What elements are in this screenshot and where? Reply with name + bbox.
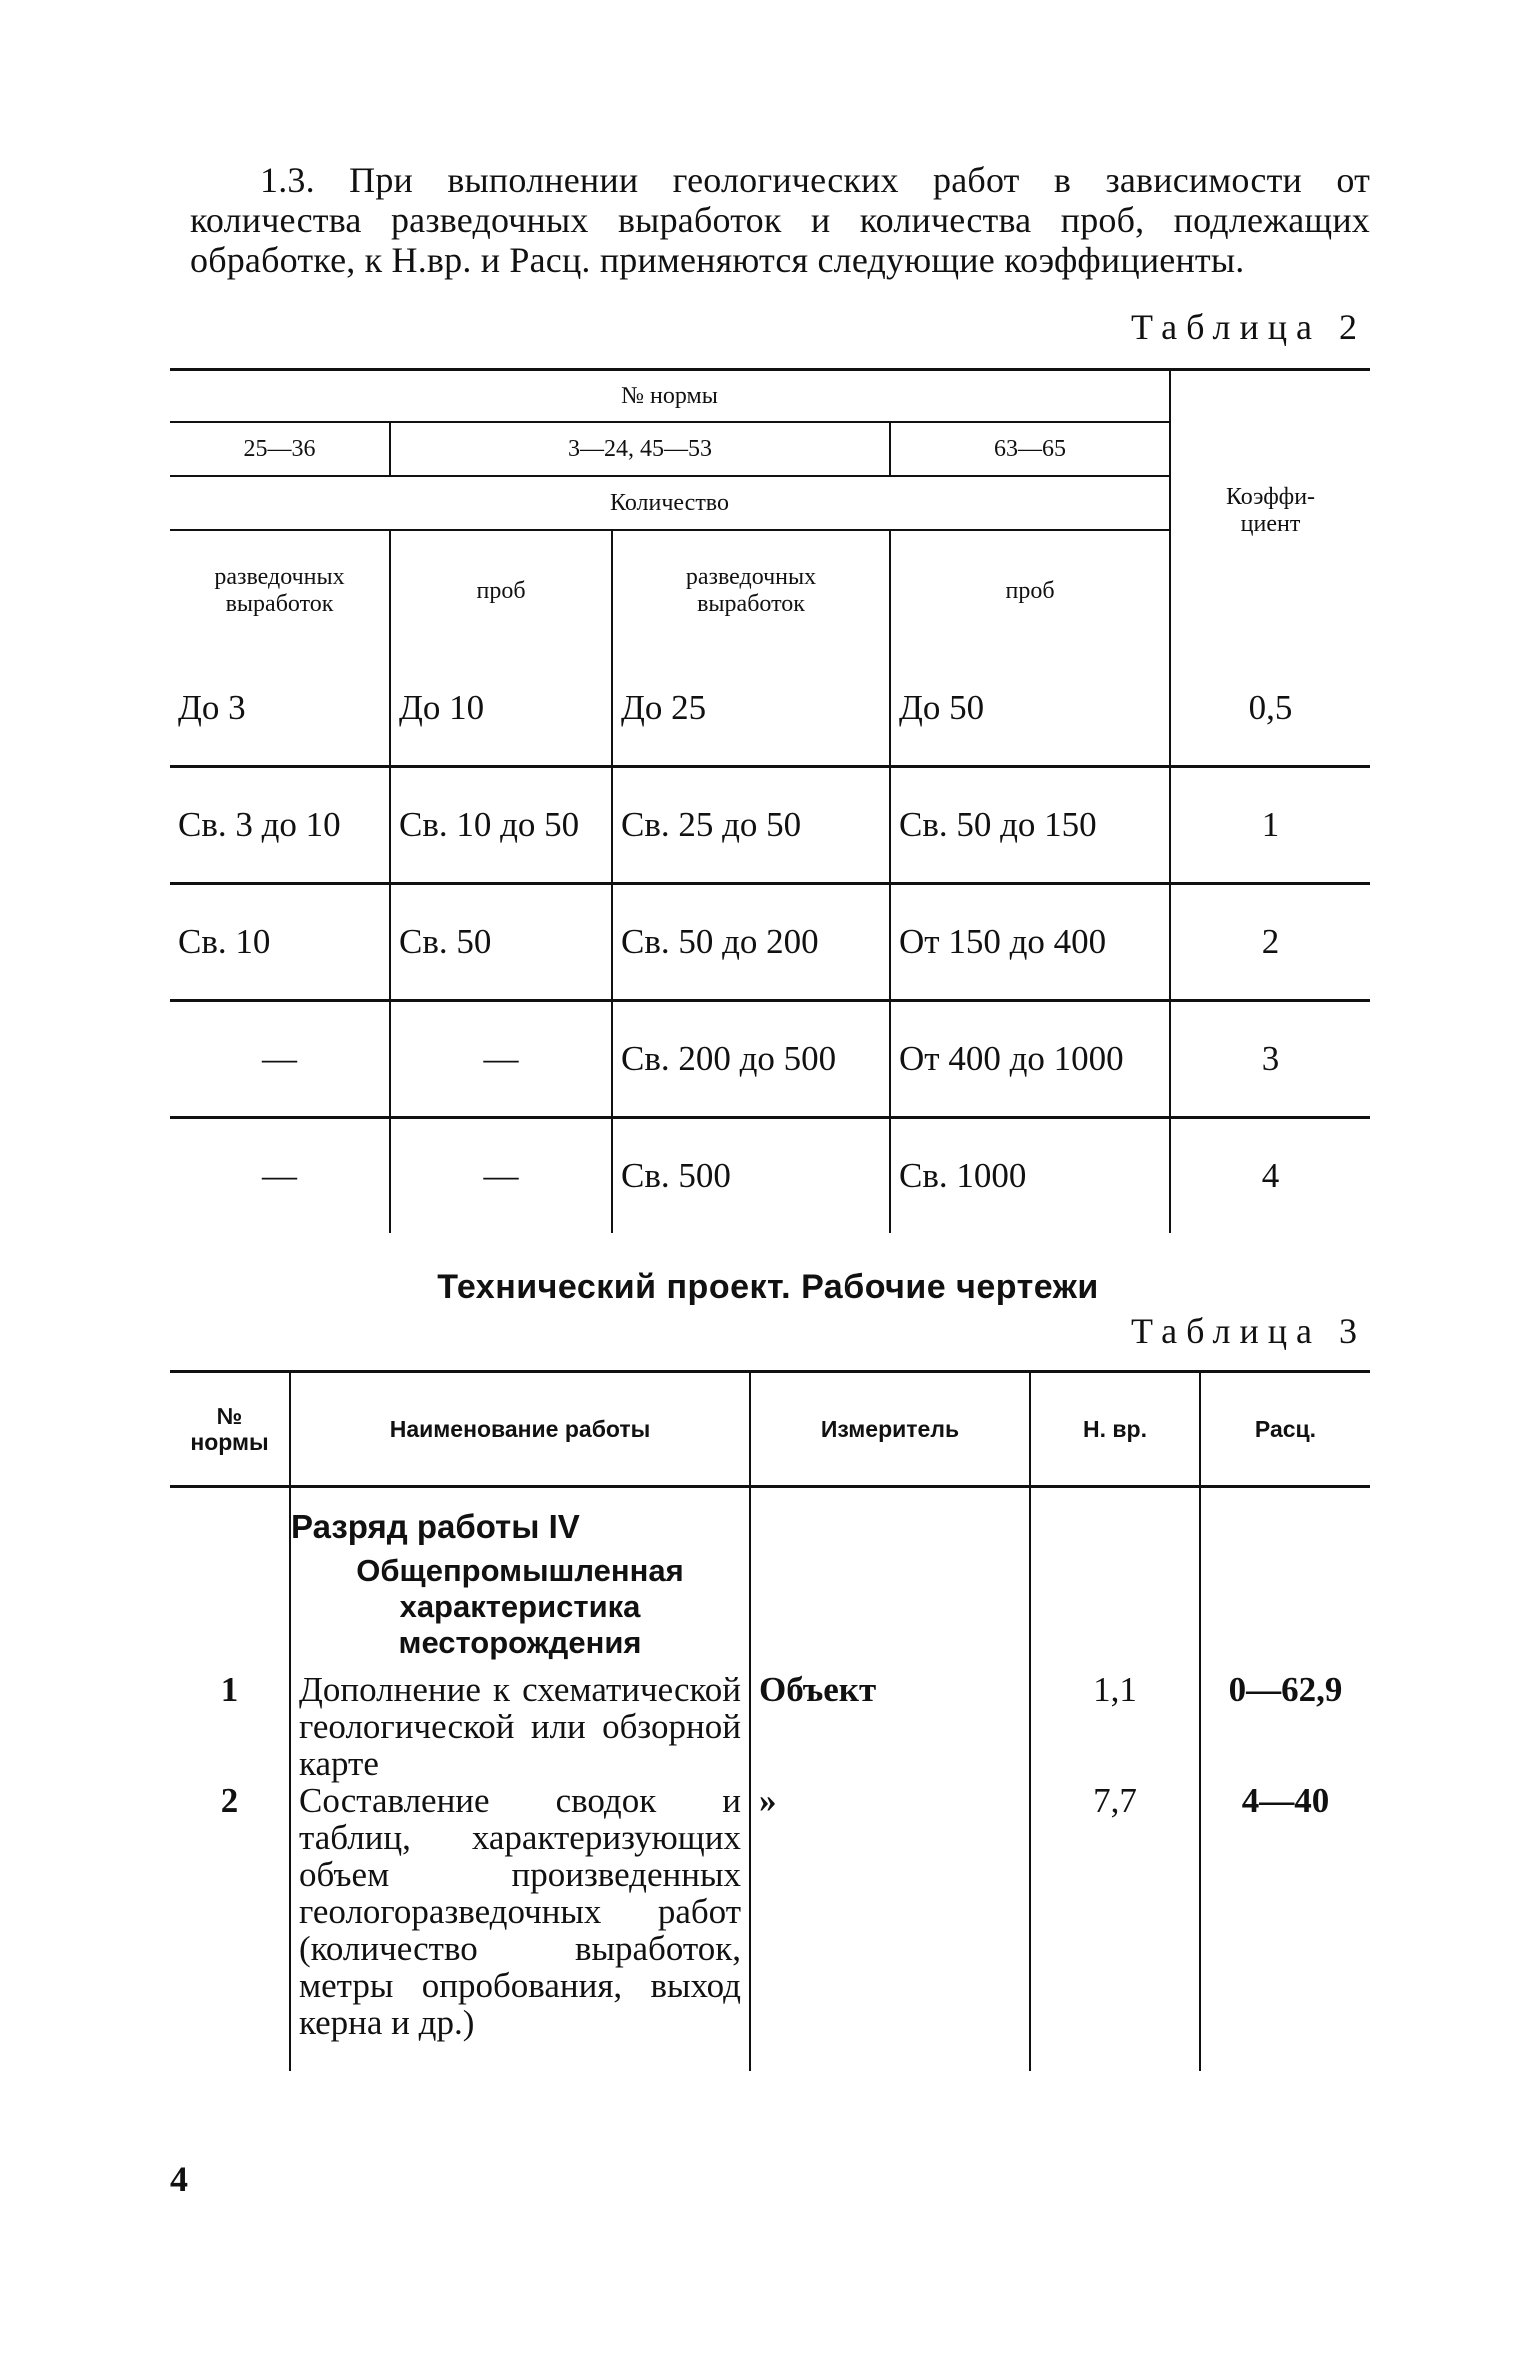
rate-column-header: Расц. — [1200, 1372, 1370, 1487]
coefficient-table — [170, 368, 1370, 1233]
cell-no: 1 — [170, 1661, 290, 1782]
cell-rate: 4—40 — [1241, 1781, 1330, 1820]
table-cell: — — [390, 1118, 612, 1234]
norms-table — [170, 1370, 1370, 2071]
cell-unit: » — [750, 1782, 1030, 2071]
samples-header: проб — [390, 530, 612, 651]
table-cell: Св. 200 до 500 — [612, 1001, 890, 1118]
table-cell: Св. 500 — [612, 1118, 890, 1234]
table-cell: От 150 до 400 — [890, 884, 1170, 1001]
coefficient-cell: 2 — [1170, 884, 1370, 1001]
coefficient-cell: 1 — [1170, 767, 1370, 884]
table-cell: Св. 50 до 150 — [890, 767, 1170, 884]
table-cell: Св. 10 — [170, 884, 390, 1001]
unit-column-header: Измеритель — [750, 1372, 1030, 1487]
section-title: Разряд работы IV — [290, 1487, 750, 1546]
coefficient-header: Коэффи- циент — [1170, 370, 1370, 652]
table-cell: Св. 50 — [390, 884, 612, 1001]
work-name-column-header: Наименование работы — [290, 1372, 750, 1487]
cell-no: 2 — [170, 1782, 290, 2071]
norm-number-header: № нормы — [170, 370, 1170, 423]
table-row — [170, 767, 1370, 884]
coefficient-cell: 3 — [1170, 1001, 1370, 1118]
table-cell: Св. 10 до 50 — [390, 767, 612, 884]
samples-header-2: проб — [890, 530, 1170, 651]
table-row — [170, 1661, 1370, 1782]
cell-rate: 0—62,9 — [1228, 1670, 1343, 1709]
table-cell: Св. 3 до 10 — [170, 767, 390, 884]
time-norm-column-header: Н. вр. — [1030, 1372, 1200, 1487]
table-row — [170, 1118, 1370, 1234]
norm-group-1: 25—36 — [170, 422, 390, 476]
coefficient-cell: 0,5 — [1170, 651, 1370, 767]
table-row — [170, 651, 1370, 767]
table-row — [170, 1782, 1370, 2071]
cell-time: 1,1 — [1030, 1661, 1200, 1782]
table-row — [170, 1001, 1370, 1118]
cell-name: Дополнение к схематической геологической или обзорной карте — [290, 1661, 750, 1782]
table-row — [170, 884, 1370, 1001]
table-cell: До 25 — [612, 651, 890, 767]
table-cell: Св. 50 до 200 — [612, 884, 890, 1001]
section-subtitle-cell: Общепромышленная характеристика месторождения — [290, 1545, 750, 1661]
table3-caption: Таблица 3 — [1131, 1311, 1366, 1351]
table-cell: До 10 — [390, 651, 612, 767]
table2-caption: Таблица 2 — [1131, 307, 1366, 347]
cell-name: Составление сводок и таблиц, характеризующих объем произведенных геологоразведочных работ (количество выработок, метры опробования, выход керна и др.) — [290, 1782, 750, 2071]
coefficient-cell: 4 — [1261, 1156, 1280, 1195]
table-cell: До 50 — [890, 651, 1170, 767]
table-cell: От 400 до 1000 — [890, 1001, 1170, 1118]
quantity-header: Количество — [170, 476, 1170, 530]
table-cell: — — [170, 1118, 390, 1234]
table-cell: — — [170, 1001, 390, 1118]
norm-group-3: 63—65 — [890, 422, 1170, 476]
cell-unit: Объект — [750, 1661, 1030, 1782]
workings-header-2: разведочных выработок — [612, 530, 890, 651]
table-cell: До 3 — [170, 651, 390, 767]
section-subtitle: Технический проект. Рабочие чертежи — [437, 1268, 1099, 1306]
table-cell: Св. 25 до 50 — [612, 767, 890, 884]
cell-time: 7,7 — [1030, 1782, 1200, 2071]
workings-header: разведочных выработок — [170, 530, 390, 651]
intro-paragraph: 1.3. При выполнении геологических работ в зависимости от количества разведочных выработок и количества проб, подлежащих обработке, к Н.вр. и Расц. применяются следующие коэффициенты. — [190, 160, 1370, 280]
table-cell: Св. 1000 — [890, 1118, 1170, 1234]
norm-number-column-header: № нормы — [170, 1372, 290, 1487]
norm-group-2: 3—24, 45—53 — [390, 422, 890, 476]
table-cell: — — [390, 1001, 612, 1118]
page-number: 4 — [170, 2159, 188, 2199]
